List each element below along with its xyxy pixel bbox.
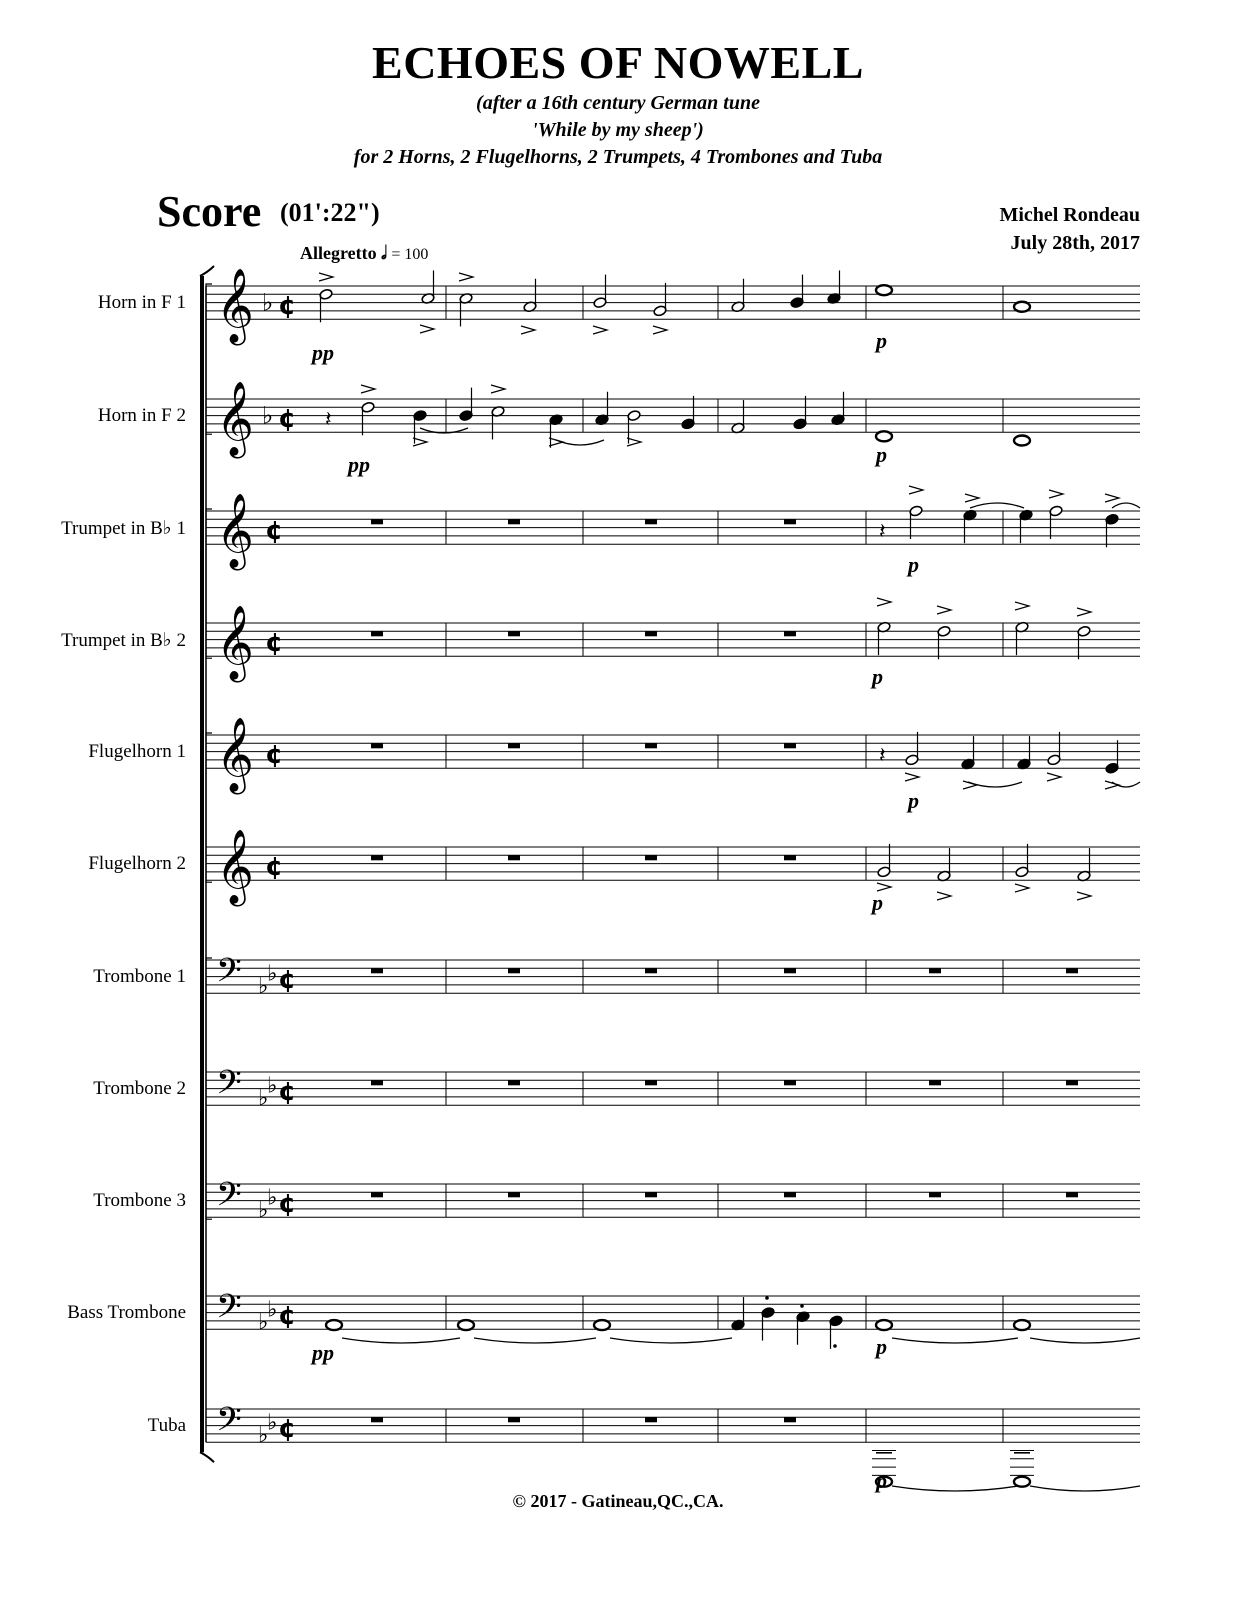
whole-rest <box>784 519 796 524</box>
accent-icon <box>1015 884 1029 892</box>
notes-layer <box>310 270 1140 1493</box>
dynamic-p: p <box>872 664 883 689</box>
accent-icon <box>965 494 979 502</box>
whole-rest <box>929 968 941 973</box>
whole-rest <box>371 855 383 860</box>
subtitle-line-2: 'While by my sheep') <box>532 119 704 141</box>
quarter-rest-icon: 𝄽 <box>879 743 886 769</box>
staff-0 <box>206 269 1140 346</box>
whole-rest <box>508 1417 520 1422</box>
tie <box>1030 1338 1140 1343</box>
bass-clef-icon: 𝄢 <box>216 951 242 998</box>
staves-layer <box>200 266 1140 1462</box>
tie <box>342 1338 460 1343</box>
tie <box>968 782 1022 787</box>
treble-clef-icon: 𝄞 <box>216 382 254 457</box>
accent-icon <box>653 326 667 334</box>
whole-rest <box>371 1192 383 1197</box>
score-label: Score <box>157 187 262 236</box>
cut-time-icon: ¢ <box>265 739 284 770</box>
group-bracket-0 <box>206 284 212 434</box>
whole-rest <box>645 855 657 860</box>
instrument-name-trombone-3: Trombone 3 <box>93 1190 186 1211</box>
flat-icon: ♭ <box>267 1185 278 1211</box>
tempo-text: Allegretto <box>300 243 377 263</box>
tie <box>970 503 1024 508</box>
treble-clef-icon: 𝄞 <box>216 718 254 793</box>
cut-time-icon: ¢ <box>278 1300 297 1331</box>
treble-clef-icon: 𝄞 <box>216 606 254 681</box>
accent-icon <box>593 326 607 334</box>
score-title: ECHOES OF NOWELL <box>372 37 864 88</box>
whole-note <box>1014 1320 1030 1330</box>
group-bracket-2 <box>206 733 212 882</box>
whole-note <box>1014 302 1030 312</box>
treble-clef-icon: 𝄞 <box>216 269 254 344</box>
flat-icon: ♭ <box>267 1297 278 1323</box>
whole-rest <box>371 968 383 973</box>
whole-rest <box>784 1080 796 1085</box>
accent-icon <box>1105 494 1119 502</box>
accent-icon <box>361 385 375 393</box>
instrument-name-horn-1: Horn in F 1 <box>97 292 186 313</box>
whole-rest <box>645 743 657 748</box>
whole-rest <box>645 1080 657 1085</box>
flat-icon: ♭ <box>258 1085 269 1111</box>
accent-icon <box>1047 773 1061 781</box>
whole-note <box>876 1320 892 1330</box>
whole-note <box>876 431 892 441</box>
instrument-name-tuba: Tuba <box>147 1415 186 1436</box>
dynamic-p: p <box>908 552 919 577</box>
composition-date: July 28th, 2017 <box>1010 232 1140 254</box>
cut-time-icon: ¢ <box>265 627 284 658</box>
staff-3 <box>206 606 1140 683</box>
flat-icon: ♭ <box>267 1073 278 1099</box>
cut-time-icon: ¢ <box>278 1413 297 1444</box>
whole-rest <box>1066 1192 1078 1197</box>
accent-icon <box>1077 892 1091 900</box>
accent-icon <box>877 598 891 606</box>
flat-icon: ♭ <box>258 1309 269 1335</box>
accent-icon <box>420 325 434 333</box>
dynamic-p: p <box>876 328 887 353</box>
whole-rest <box>784 855 796 860</box>
dynamic-pp: pp <box>312 1340 334 1365</box>
instrument-name-horn-2: Horn in F 2 <box>97 405 186 426</box>
cut-time-icon: ¢ <box>278 964 297 995</box>
staff-5 <box>206 830 1140 907</box>
dynamic-p: p <box>876 1334 887 1359</box>
instrument-name-trumpet-2: Trumpet in B♭ 2 <box>61 630 186 651</box>
staff-2 <box>206 494 1140 571</box>
staff-4 <box>206 718 1140 795</box>
flat-icon: ♭ <box>258 973 269 999</box>
staccato-dot <box>833 1344 837 1348</box>
flat-icon: ♭ <box>267 961 278 987</box>
flat-icon: ♭ <box>267 1410 278 1436</box>
whole-rest <box>508 743 520 748</box>
cut-time-icon: ¢ <box>265 515 284 546</box>
accent-icon <box>937 606 951 614</box>
dynamic-p: p <box>908 788 919 813</box>
subtitle-line-1: (after a 16th century German tune <box>476 92 760 114</box>
whole-rest <box>784 743 796 748</box>
whole-note <box>1014 1477 1030 1487</box>
bass-clef-icon: 𝄢 <box>216 1400 242 1447</box>
flat-icon: ♭ <box>262 401 274 430</box>
instrument-name-flugelhorn-2: Flugelhorn 2 <box>88 853 186 874</box>
dynamic-p: p <box>872 890 883 915</box>
bass-clef-icon: 𝄢 <box>216 1063 242 1110</box>
bass-clef-icon: 𝄢 <box>216 1287 242 1334</box>
whole-rest <box>929 1080 941 1085</box>
instrument-name-trumpet-1: Trumpet in B♭ 1 <box>61 518 186 539</box>
staff-9 <box>206 1288 1140 1335</box>
bracket-top-hook <box>200 266 214 276</box>
staff-7 <box>206 1064 1140 1111</box>
half-note-icon: 𝅗𝅥 <box>381 243 387 264</box>
whole-rest <box>645 1417 657 1422</box>
staff-1 <box>206 382 1140 459</box>
accent-icon <box>521 326 535 334</box>
cut-time-icon: ¢ <box>265 851 284 882</box>
whole-rest <box>508 1080 520 1085</box>
staccato-dot <box>800 1304 804 1308</box>
whole-rest <box>508 631 520 636</box>
whole-rest <box>645 631 657 636</box>
dynamic-p: p <box>876 442 887 467</box>
whole-rest <box>371 743 383 748</box>
whole-note <box>458 1320 474 1330</box>
cut-time-icon: ¢ <box>278 403 297 434</box>
cut-time-icon: ¢ <box>278 290 297 321</box>
staccato-dot <box>765 1296 769 1300</box>
treble-clef-icon: 𝄞 <box>216 494 254 569</box>
accent-icon <box>905 773 919 781</box>
dynamic-pp: pp <box>348 452 370 477</box>
whole-note <box>876 285 892 295</box>
whole-rest <box>508 968 520 973</box>
accent-icon <box>909 486 923 494</box>
accent-icon <box>1077 608 1091 616</box>
copyright: © 2017 - Gatineau,QC.,CA. <box>512 1491 724 1511</box>
whole-rest <box>508 519 520 524</box>
whole-note <box>1014 436 1030 446</box>
dynamic-pp: pp <box>312 340 334 365</box>
flat-icon: ♭ <box>262 288 274 317</box>
accent-icon <box>1049 490 1063 498</box>
whole-note <box>326 1320 342 1330</box>
whole-rest <box>1066 1080 1078 1085</box>
accent-icon <box>319 273 333 281</box>
group-bracket-1 <box>206 509 212 658</box>
whole-rest <box>784 631 796 636</box>
cut-time-icon: ¢ <box>278 1188 297 1219</box>
instrument-name-trombone-1: Trombone 1 <box>93 966 186 987</box>
accent-icon <box>1015 602 1029 610</box>
whole-rest <box>929 1192 941 1197</box>
accent-icon <box>491 385 505 393</box>
whole-rest <box>508 1192 520 1197</box>
whole-rest <box>371 519 383 524</box>
tie <box>474 1338 596 1343</box>
treble-clef-icon: 𝄞 <box>216 830 254 905</box>
staff-8 <box>206 1176 1140 1223</box>
instrument-name-trombone-2: Trombone 2 <box>93 1078 186 1099</box>
bass-clef-icon: 𝄢 <box>216 1175 242 1222</box>
whole-rest <box>645 519 657 524</box>
flat-icon: ♭ <box>258 1197 269 1223</box>
tie <box>1112 503 1140 508</box>
whole-rest <box>645 968 657 973</box>
tie <box>892 1338 1018 1343</box>
instrument-name-flugelhorn-1: Flugelhorn 1 <box>88 741 186 762</box>
subtitle-line-3: for 2 Horns, 2 Flugelhorns, 2 Trumpets, 4 Trombones and Tuba <box>353 146 883 168</box>
whole-rest <box>371 631 383 636</box>
tie <box>610 1338 732 1343</box>
cut-time-icon: ¢ <box>278 1076 297 1107</box>
quarter-rest-icon: 𝄽 <box>325 407 332 433</box>
accent-icon <box>459 273 473 281</box>
whole-note <box>594 1320 610 1330</box>
staff-6 <box>206 952 1140 999</box>
tie <box>556 440 604 445</box>
whole-rest <box>371 1417 383 1422</box>
bracket-bottom-hook <box>200 1452 214 1462</box>
whole-rest <box>784 968 796 973</box>
whole-rest <box>1066 968 1078 973</box>
tempo-value: = 100 <box>391 246 429 263</box>
duration: (01':22") <box>280 198 380 227</box>
whole-rest <box>784 1417 796 1422</box>
dynamic-p: p <box>876 1468 887 1493</box>
flat-icon: ♭ <box>258 1422 269 1448</box>
accent-icon <box>937 892 951 900</box>
composer: Michel Rondeau <box>999 204 1140 226</box>
whole-rest <box>645 1192 657 1197</box>
whole-rest <box>784 1192 796 1197</box>
whole-rest <box>371 1080 383 1085</box>
whole-rest <box>508 855 520 860</box>
instrument-name-bass-trombone: Bass Trombone <box>67 1302 186 1323</box>
staff-10 <box>206 1401 1140 1448</box>
quarter-rest-icon: 𝄽 <box>879 519 886 545</box>
